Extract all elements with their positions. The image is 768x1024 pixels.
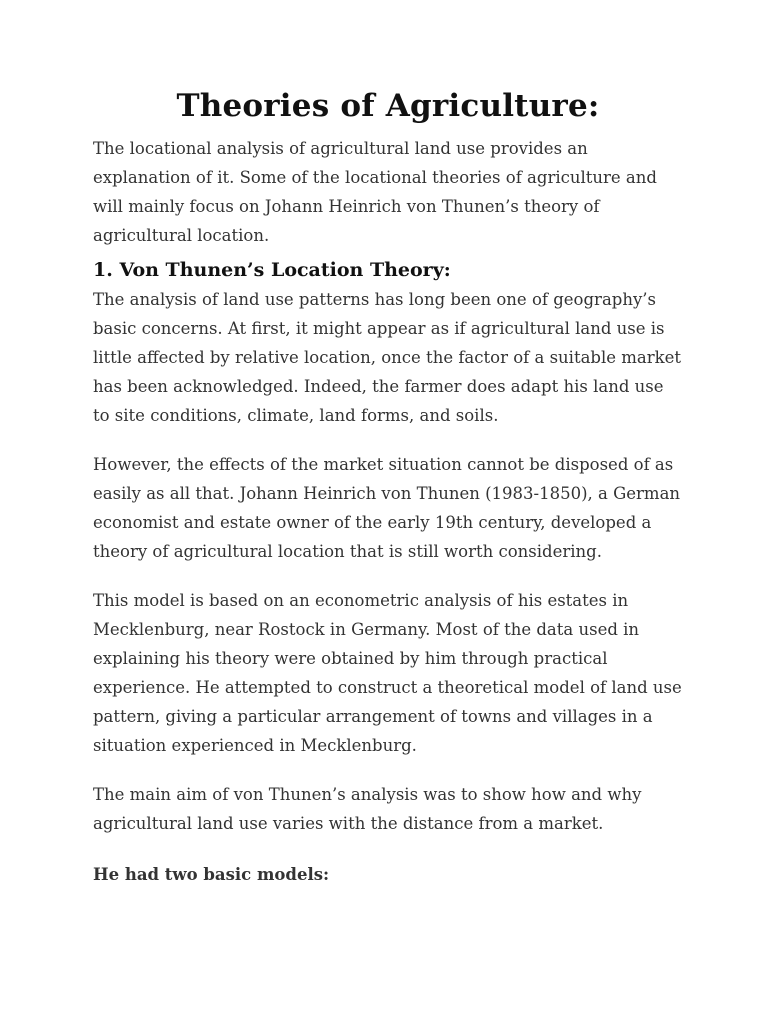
body-paragraph-4: The main aim of von Thunen’s analysis was to show how and why agricultural land use varies with the distance from a market. bbox=[93, 785, 642, 833]
intro-paragraph: The locational analysis of agricultural land use provides an explanation of it. Some of the locational theories of agriculture and will mainly focus on Johann Heinrich von Thunen’s theory of agricultural location. bbox=[93, 139, 657, 245]
models-heading: He had two basic models: bbox=[93, 865, 330, 884]
body-paragraph-1: The analysis of land use patterns has long been one of geography’s basic concerns. At first, it might appear as if agricultural land use is little affected by relative location, once the factor of a suitable market has been acknowledged. Indeed, the farmer does adapt his land use to site conditions, climate, land forms, and soils. bbox=[93, 290, 682, 425]
body-paragraph-2: However, the effects of the market situation cannot be disposed of as easily as all that. Johann Heinrich von Thunen (1983-1850), a German economist and estate owner of the early 19th century, developed a theory of agricultural location that is still worth considering. bbox=[93, 455, 681, 561]
body-paragraph-3: This model is based on an econometric analysis of his estates in Mecklenburg, near Rostock in Germany. Most of the data used in explaining his theory were obtained by him through practical experience. He attempted to construct a theoretical model of land use pattern, giving a particular arrangement of towns and villages in a situation experienced in Mecklenburg. bbox=[93, 591, 682, 755]
page-title: Theories of Agriculture: bbox=[176, 88, 600, 124]
section-heading: 1. Von Thunen’s Location Theory: bbox=[93, 259, 451, 281]
document-page bbox=[93, 86, 683, 889]
